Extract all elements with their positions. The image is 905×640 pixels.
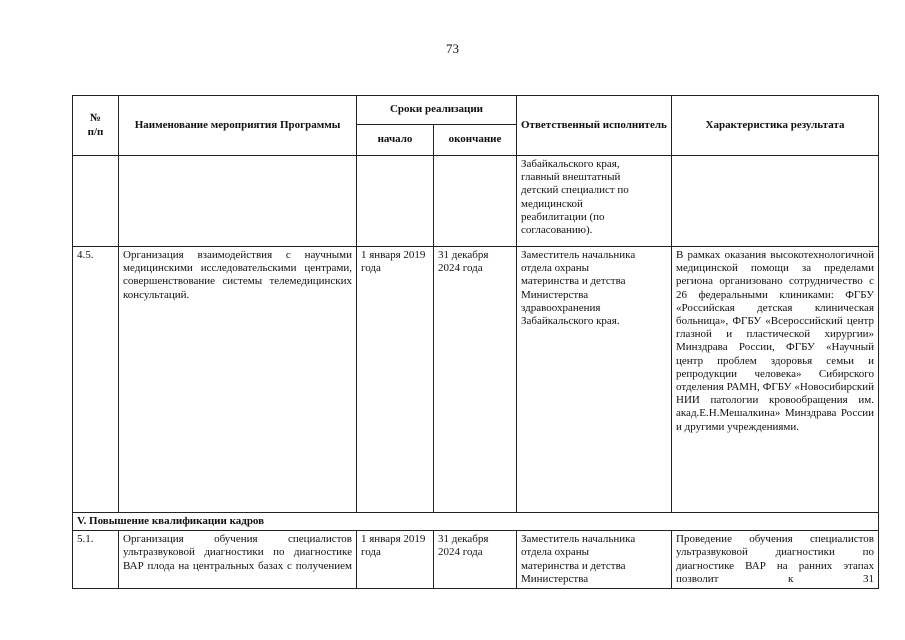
continuation-row xyxy=(73,156,879,247)
row-activity-name: Организация взаимодействия с научными медицинскими исследовательскими центрами, совершенствование системы телемедицинских консультаций. xyxy=(119,247,357,513)
row-responsible xyxy=(517,531,672,589)
row-result: Проведение обучения специалистов ультразвуковой диагностики по диагностике ВАР на ранних этапах позволит к 31 xyxy=(672,531,879,589)
section-row xyxy=(73,513,879,531)
table-row xyxy=(73,531,879,589)
text-line: здравоохранения xyxy=(521,301,601,314)
text-line: отдела охраны xyxy=(521,546,590,559)
row-end-date: 31 декабря 2024 года xyxy=(434,531,517,589)
row-start-date: 1 января 2019 года xyxy=(357,247,434,513)
header-start: начало xyxy=(357,125,434,156)
header-result: Характеристика результата xyxy=(672,96,879,156)
header-name: Наименование мероприятия Программы xyxy=(119,96,357,156)
row-number: 4.5. xyxy=(73,247,119,513)
text-line: Министерства xyxy=(521,288,589,301)
text-line: детский специалист по xyxy=(521,184,629,197)
cell-empty xyxy=(119,156,357,247)
continuation-responsible xyxy=(517,156,672,247)
text-line: согласованию). xyxy=(521,224,593,237)
row-end-date: 31 декабря 2024 года xyxy=(434,247,517,513)
table-row xyxy=(73,247,879,513)
cell-empty xyxy=(357,156,434,247)
row-number: 5.1. xyxy=(73,531,119,589)
header-responsible: Ответственный исполнитель xyxy=(517,96,672,156)
text-line: материнства и детства xyxy=(521,559,626,572)
text-line: реабилитации (по xyxy=(521,210,605,223)
header-num: № п/п xyxy=(73,96,119,156)
header-terms: Сроки реализации xyxy=(357,96,517,125)
cell-empty xyxy=(672,156,879,247)
text-line: главный внештатный xyxy=(521,171,621,184)
row-start-date: 1 января 2019 года xyxy=(357,531,434,589)
row-activity-name: Организация обучения специалистов ультразвуковой диагностики по диагностике ВАР плода на центральных базах с получением xyxy=(119,531,357,589)
text-line: Забайкальского края, xyxy=(521,158,620,170)
text-line: Министерства xyxy=(521,572,589,585)
text-line: материнства и детства xyxy=(521,275,626,288)
header-end: окончание xyxy=(434,125,517,156)
text-line: медицинской xyxy=(521,197,583,210)
text-line: отдела охраны xyxy=(521,262,590,275)
text-line: Забайкальского края. xyxy=(521,315,620,328)
cell-empty xyxy=(73,156,119,247)
text-line: Заместитель начальника xyxy=(521,249,636,261)
page-number: 73 xyxy=(446,41,459,56)
text-line: Заместитель начальника xyxy=(521,533,636,546)
cell-empty xyxy=(434,156,517,247)
header-row xyxy=(73,96,879,125)
row-responsible xyxy=(517,247,672,513)
program-table xyxy=(72,95,879,589)
section-title: V. Повышение квалификации кадров xyxy=(73,513,879,531)
row-result: В рамках оказания высокотехнологичной медицинской помощи за пределами региона организовано сотрудничество с 26 федеральными клиниками: ФГБУ «Российская детская клиническая больница», ФГБУ «Всероссийский центр глазной и пластической хирургии» Минздрава России, ФГБУ «Научный центр проблем здоровья семьи и репродукции человека» Сибирского отделения РАМН, ФГБУ «Новосибирский НИИ патологии кровообращения им. акад.Е.Н.Мешалкина» Минздрава России и другими учреждениями. xyxy=(672,247,879,513)
